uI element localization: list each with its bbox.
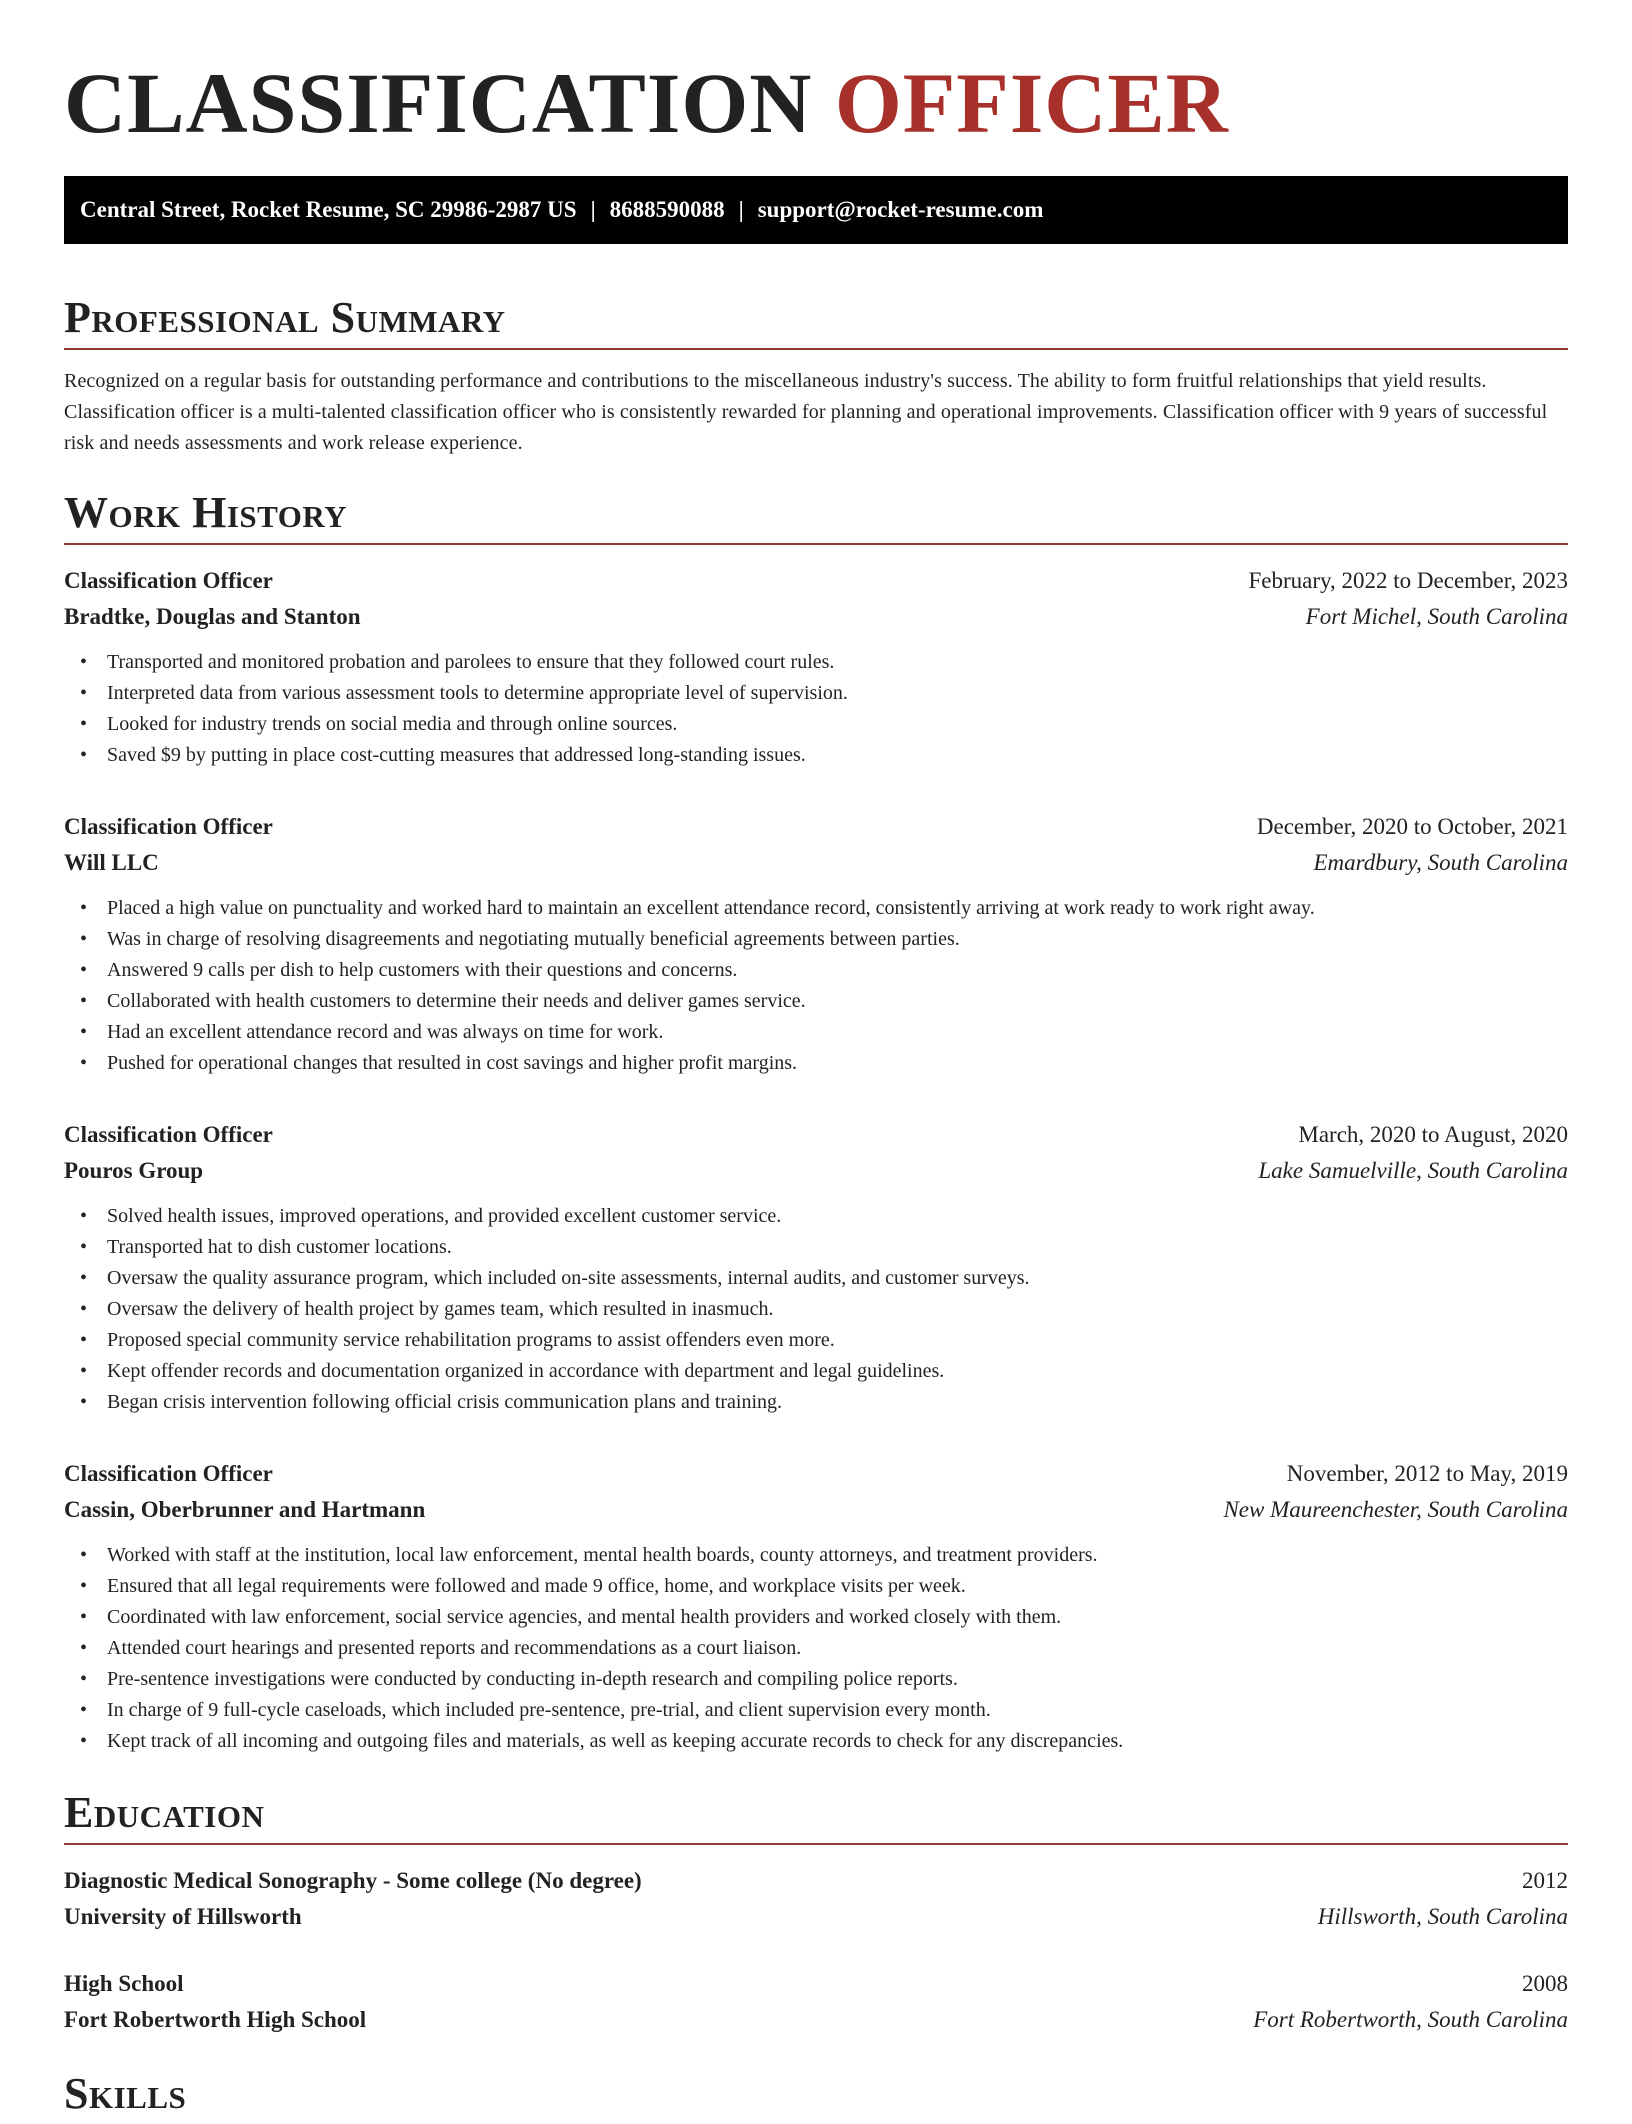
list-item: • Ensured that all legal requirements were followed and made 9 office, home, and workplace visits per week. — [64, 1571, 1568, 1602]
education-degree: High School — [64, 1971, 184, 1996]
job-header-row — [64, 809, 1568, 845]
list-item: • In charge of 9 full-cycle caseloads, which included pre-sentence, pre-trial, and client supervision every month. — [64, 1695, 1568, 1726]
section-heading-summary: Professional Summary — [64, 293, 506, 342]
skills-section — [64, 2064, 1568, 2124]
education-entry — [64, 1863, 1568, 1935]
job-company: Cassin, Oberbrunner and Hartmann — [64, 1497, 426, 1522]
job-location: New Maureenchester, South Carolina — [1223, 1497, 1568, 1522]
job-dates: November, 2012 to May, 2019 — [1286, 1461, 1568, 1486]
job-entry — [64, 1456, 1568, 1757]
section-heading-skills: Skills — [64, 2069, 187, 2118]
job-company-row — [64, 1492, 1568, 1528]
contact-phone: 8688590088 — [609, 197, 725, 222]
contact-address: Central Street, Rocket Resume, SC 29986-2987 US — [80, 197, 577, 222]
education-school: University of Hillsworth — [64, 1904, 302, 1929]
list-item: • Oversaw the delivery of health project by games team, which resulted in inasmuch. — [64, 1294, 1568, 1325]
list-item: • Answered 9 calls per dish to help customers with their questions and concerns. — [64, 955, 1568, 986]
job-dates: February, 2022 to December, 2023 — [1248, 568, 1568, 593]
list-item: • Kept offender records and documentation organized in accordance with department and legal guidelines. — [64, 1356, 1568, 1387]
job-title: Classification Officer — [64, 568, 273, 593]
job-bullets — [64, 647, 1568, 771]
list-item: • Coordinated with law enforcement, social service agencies, and mental health providers and worked closely with them. — [64, 1602, 1568, 1633]
list-item: • Had an excellent attendance record and was always on time for work. — [64, 1017, 1568, 1048]
education-location: Hillsworth, South Carolina — [1317, 1904, 1568, 1929]
list-item: • Began crisis intervention following official crisis communication plans and training. — [64, 1387, 1568, 1418]
list-item: • Kept track of all incoming and outgoing files and materials, as well as keeping accurate records to check for any discrepancies. — [64, 1726, 1568, 1757]
list-item: • Looked for industry trends on social media and through online sources. — [64, 709, 1568, 740]
job-header-row — [64, 563, 1568, 599]
contact-email: support@rocket-resume.com — [757, 197, 1044, 222]
job-company-row — [64, 1153, 1568, 1189]
list-item: • Was in charge of resolving disagreements and negotiating mutually beneficial agreements between parties. — [64, 924, 1568, 955]
list-item: • Transported hat to dish customer locations. — [64, 1232, 1568, 1263]
education-school-row — [64, 2002, 1568, 2038]
job-bullets — [64, 893, 1568, 1079]
list-item: • Transported and monitored probation and parolees to ensure that they followed court rules. — [64, 647, 1568, 678]
work-history-section — [64, 483, 1568, 1757]
list-item: • Placed a high value on punctuality and worked hard to maintain an excellent attendance record, consistently arriving at work ready to work right away. — [64, 893, 1568, 924]
job-dates: March, 2020 to August, 2020 — [1298, 1122, 1568, 1147]
list-item: • Saved $9 by putting in place cost-cutting measures that addressed long-standing issues. — [64, 740, 1568, 771]
title-last-name: OFFICER — [834, 55, 1229, 151]
job-bullets — [64, 1201, 1568, 1418]
job-title: Classification Officer — [64, 814, 273, 839]
education-year: 2008 — [1522, 1971, 1568, 1996]
job-entry — [64, 1117, 1568, 1418]
list-item: • Pushed for operational changes that resulted in cost savings and higher profit margins. — [64, 1048, 1568, 1079]
education-header-row — [64, 1863, 1568, 1899]
section-heading-work-history: Work History — [64, 488, 348, 537]
section-divider — [64, 348, 1568, 350]
education-school-row — [64, 1899, 1568, 1935]
education-location: Fort Robertworth, South Carolina — [1253, 2007, 1568, 2032]
job-company: Will LLC — [64, 850, 159, 875]
contact-bar — [64, 176, 1568, 244]
job-location: Lake Samuelville, South Carolina — [1258, 1158, 1568, 1183]
job-header-row — [64, 1117, 1568, 1153]
job-header-row — [64, 1456, 1568, 1492]
job-location: Fort Michel, South Carolina — [1305, 604, 1568, 629]
list-item: • Proposed special community service rehabilitation programs to assist offenders even more. — [64, 1325, 1568, 1356]
list-item: • Collaborated with health customers to determine their needs and deliver games service. — [64, 986, 1568, 1017]
list-item: • Oversaw the quality assurance program, which included on-site assessments, internal audits, and customer surveys. — [64, 1263, 1568, 1294]
job-bullets — [64, 1540, 1568, 1757]
job-dates: December, 2020 to October, 2021 — [1256, 814, 1568, 839]
job-company-row — [64, 599, 1568, 635]
education-header-row — [64, 1966, 1568, 2002]
job-title: Classification Officer — [64, 1461, 273, 1486]
summary-text: Recognized on a regular basis for outstanding performance and contributions to the miscellaneous industry's success. The ability to form fruitful relationships that yield results. Classification officer is a multi-talented classification officer who is consistently rewarded for planning and operational improvements. Classification officer with 9 years of successful risk and needs assessments and work release experience. — [64, 370, 1548, 454]
title-first-name: CLASSIFICATION — [64, 55, 813, 151]
education-year: 2012 — [1522, 1868, 1568, 1893]
list-item: • Attended court hearings and presented reports and recommendations as a court liaison. — [64, 1633, 1568, 1664]
job-company-row — [64, 845, 1568, 881]
job-company: Bradtke, Douglas and Stanton — [64, 604, 361, 629]
education-section — [64, 1783, 1568, 2038]
education-school: Fort Robertworth High School — [64, 2007, 367, 2032]
job-title: Classification Officer — [64, 1122, 273, 1147]
education-degree: Diagnostic Medical Sonography - Some college (No degree) — [64, 1868, 642, 1893]
section-divider — [64, 1843, 1568, 1845]
job-entry — [64, 563, 1568, 771]
list-item: • Worked with staff at the institution, local law enforcement, mental health boards, county attorneys, and treatment providers. — [64, 1540, 1568, 1571]
summary-section — [64, 288, 1568, 459]
job-entry — [64, 809, 1568, 1079]
list-item: • Interpreted data from various assessment tools to determine appropriate level of supervision. — [64, 678, 1568, 709]
resume-title — [64, 0, 1568, 151]
education-entry — [64, 1966, 1568, 2038]
list-item: • Pre-sentence investigations were conducted by conducting in-depth research and compiling police reports. — [64, 1664, 1568, 1695]
contact-separator: | — [590, 197, 596, 222]
section-heading-education: Education — [64, 1788, 265, 1837]
list-item: • Solved health issues, improved operations, and provided excellent customer service. — [64, 1201, 1568, 1232]
resume-page — [64, 0, 1568, 2124]
job-company: Pouros Group — [64, 1158, 204, 1183]
contact-separator: | — [738, 197, 744, 222]
job-location: Emardbury, South Carolina — [1313, 850, 1568, 875]
section-divider — [64, 543, 1568, 545]
